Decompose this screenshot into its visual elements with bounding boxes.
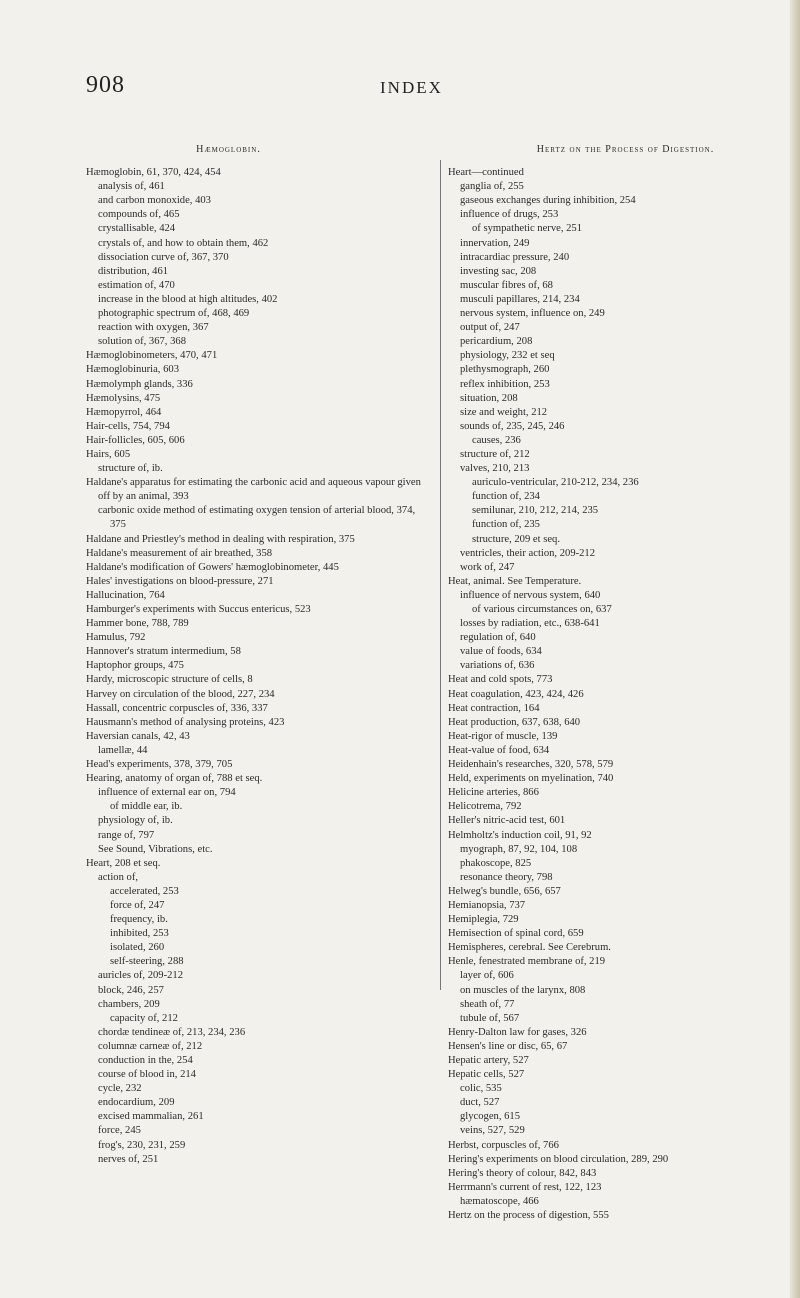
index-entry: chordæ tendineæ of, 213, 234, 236 xyxy=(98,1026,246,1038)
index-entry: size and weight, 212 xyxy=(460,406,548,418)
index-entry: Hemianopsia, 737 xyxy=(448,899,526,911)
index-entry: Haldane's apparatus for estimating the carbonic acid and aqueous vapour given off by an animal, 393 xyxy=(86,477,421,503)
index-entry: variations of, 636 xyxy=(460,660,535,672)
index-entry: dissociation curve of, 367, 370 xyxy=(98,251,229,263)
page-header: INDEX xyxy=(380,78,443,97)
index-entry: sounds of, 235, 245, 246 xyxy=(460,420,565,432)
index-entry: Herrmann's current of rest, 122, 123 xyxy=(448,1181,602,1193)
index-entry: Hamburger's experiments with Succus entericus, 523 xyxy=(86,604,311,615)
index-entry: Hemisection of spinal cord, 659 xyxy=(448,928,584,940)
index-entry: layer of, 606 xyxy=(460,970,514,982)
index-entry: Hensen's line or disc, 65, 67 xyxy=(448,1040,568,1052)
right-entries xyxy=(448,166,793,1223)
index-entry: solution of, 367, 368 xyxy=(98,336,186,348)
index-entry: Helweg's bundle, 656, 657 xyxy=(448,885,561,897)
index-entry: Hemispheres, cerebral. See Cerebrum. xyxy=(448,942,611,954)
index-entry: and carbon monoxide, 403 xyxy=(98,195,211,207)
index-entry: ganglia of, 255 xyxy=(460,181,524,193)
index-entry: intracardiac pressure, 240 xyxy=(460,251,570,263)
index-entry: photographic spectrum of, 468, 469 xyxy=(98,308,250,320)
index-entry: Harvey on circulation of the blood, 227, 234 xyxy=(86,688,275,700)
index-entry: on muscles of the larynx, 808 xyxy=(460,984,586,996)
index-entry: Haldane's measurement of air breathed, 358 xyxy=(86,547,273,559)
index-entry: excised mammalian, 261 xyxy=(98,1111,204,1123)
index-entry: Hair-follicles, 605, 606 xyxy=(86,434,185,446)
index-entry: course of blood in, 214 xyxy=(98,1069,196,1081)
index-entry: frog's, 230, 231, 259 xyxy=(98,1139,186,1151)
index-entry: semilunar, 210, 212, 214, 235 xyxy=(472,505,599,517)
index-entry: Heat and cold spots, 773 xyxy=(448,674,553,686)
index-entry: physiology, 232 et seq xyxy=(460,350,555,362)
index-entry: Hæmolysins, 475 xyxy=(86,392,161,404)
index-entry: Henry-Dalton law for gases, 326 xyxy=(448,1026,587,1038)
index-entry: Heidenhain's researches, 320, 578, 579 xyxy=(448,759,614,771)
index-entry: reaction with oxygen, 367 xyxy=(98,322,209,334)
index-entry: musculi papillares, 214, 234 xyxy=(460,293,580,305)
index-entry: Hæmoglobinometers, 470, 471 xyxy=(86,350,218,362)
index-entry: force of, 247 xyxy=(110,899,165,911)
index-entry: tubule of, 567 xyxy=(460,1012,520,1024)
index-entry: glycogen, 615 xyxy=(460,1111,521,1123)
index-entry: Henle, fenestrated membrane of, 219 xyxy=(448,956,606,968)
index-entry: resonance theory, 798 xyxy=(460,871,553,883)
index-entry: Haversian canals, 42, 43 xyxy=(86,730,190,742)
index-entry: influence of external ear on, 794 xyxy=(98,787,236,799)
index-entry: Heat production, 637, 638, 640 xyxy=(448,716,581,728)
index-entry: self-steering, 288 xyxy=(110,956,184,968)
index-entry: Heat contraction, 164 xyxy=(448,702,540,714)
index-entry: Heart, 208 et seq. xyxy=(86,857,161,869)
index-entry: isolated, 260 xyxy=(110,942,165,954)
index-entry: Hausmann's method of analysing proteins, 423 xyxy=(86,716,285,728)
index-entry: frequency, ib. xyxy=(110,914,168,926)
index-entry: carbonic oxide method of estimating oxygen tension of arterial blood, 374, 375 xyxy=(98,505,416,531)
index-entry: range of, 797 xyxy=(98,829,155,841)
index-entry: columnæ carneæ of, 212 xyxy=(98,1040,203,1052)
index-entry: of sympathetic nerve, 251 xyxy=(472,223,583,235)
index-entry: sheath of, 77 xyxy=(460,998,515,1010)
index-entry: cycle, 232 xyxy=(98,1083,142,1095)
index-entry: chambers, 209 xyxy=(98,998,160,1010)
index-entry: regulation of, 640 xyxy=(460,632,536,644)
index-entry: Hearing, anatomy of organ of, 788 et seq. xyxy=(86,773,263,785)
index-entry: Hering's theory of colour, 842, 843 xyxy=(448,1167,597,1179)
index-entry: colic, 535 xyxy=(460,1083,502,1095)
index-entry: Held, experiments on myelination, 740 xyxy=(448,773,614,785)
index-entry: Heart—continued xyxy=(448,167,524,179)
index-entry: Helicotrema, 792 xyxy=(448,801,522,813)
index-entry: capacity of, 212 xyxy=(110,1012,178,1024)
index-entry: crystallisable, 424 xyxy=(98,223,176,235)
index-entry: Hæmolymph glands, 336 xyxy=(86,378,193,390)
index-entry: Hales' investigations on blood-pressure, 271 xyxy=(86,575,274,587)
index-entry: Heller's nitric-acid test, 601 xyxy=(448,815,566,827)
index-entry: losses by radiation, etc., 638-641 xyxy=(460,618,600,630)
index-entry: reflex inhibition, 253 xyxy=(460,378,550,390)
index-entry: muscular fibres of, 68 xyxy=(460,279,553,291)
index-entry: of various circumstances on, 637 xyxy=(472,604,612,615)
index-entry: plethysmograph, 260 xyxy=(460,364,550,376)
index-entry: physiology of, ib. xyxy=(98,815,173,827)
index-entry: inhibited, 253 xyxy=(110,928,169,940)
index-entry: auriculo-ventricular, 210-212, 234, 236 xyxy=(472,477,639,489)
index-entry: Hepatic artery, 527 xyxy=(448,1055,529,1066)
index-entry: structure, 209 et seq. xyxy=(472,533,560,545)
index-entry: Hering's experiments on blood circulation, 289, 290 xyxy=(448,1153,669,1165)
index-entry: situation, 208 xyxy=(460,392,518,404)
page-number: 908 xyxy=(86,72,125,98)
index-entry: output of, 247 xyxy=(460,322,520,334)
index-entry: function of, 234 xyxy=(472,491,540,503)
index-entry: See Sound, Vibrations, etc. xyxy=(98,843,213,855)
left-entries xyxy=(86,166,431,1167)
index-entry: influence of nervous system, 640 xyxy=(460,589,601,601)
index-entry: Hæmopyrrol, 464 xyxy=(86,406,162,418)
index-entry: ventricles, their action, 209-212 xyxy=(460,547,596,559)
index-entry: distribution, 461 xyxy=(98,265,169,277)
index-entry: influence of drugs, 253 xyxy=(460,209,559,221)
index-entry: Head's experiments, 378, 379, 705 xyxy=(86,759,233,771)
index-entry: lamellæ, 44 xyxy=(98,744,148,756)
index-entry: nerves of, 251 xyxy=(98,1153,159,1165)
index-entry: Heat coagulation, 423, 424, 426 xyxy=(448,688,584,700)
index-entry: pericardium, 208 xyxy=(460,336,533,348)
left-running-head: Hæmoglobin. xyxy=(196,144,261,155)
index-entry: structure of, ib. xyxy=(98,463,163,475)
index-entry: Hemiplegia, 729 xyxy=(448,914,519,926)
index-entry: gaseous exchanges during inhibition, 254 xyxy=(460,195,636,207)
index-entry: of middle ear, ib. xyxy=(110,801,183,813)
index-entry: causes, 236 xyxy=(472,434,521,446)
index-entry: Hassall, concentric corpuscles of, 336, 337 xyxy=(86,702,268,714)
index-entry: increase in the blood at high altitudes, 402 xyxy=(98,293,278,305)
index-entry: phakoscope, 825 xyxy=(460,857,532,869)
index-entry: hæmatoscope, 466 xyxy=(460,1195,539,1207)
index-entry: Hammer bone, 788, 789 xyxy=(86,618,189,630)
index-entry: force, 245 xyxy=(98,1125,141,1137)
index-entry: Hertz on the process of digestion, 555 xyxy=(448,1210,609,1222)
index-entry: Hardy, microscopic structure of cells, 8 xyxy=(86,674,253,686)
index-entry: block, 246, 257 xyxy=(98,984,164,996)
index-entry: Herbst, corpuscles of, 766 xyxy=(448,1139,559,1151)
right-index-column xyxy=(448,143,793,1223)
left-index-column xyxy=(86,143,431,1167)
index-entry: nervous system, influence on, 249 xyxy=(460,308,605,320)
index-entry: Haptophor groups, 475 xyxy=(86,660,184,672)
index-entry: Helmholtz's induction coil, 91, 92 xyxy=(448,829,592,841)
index-entry: Hamulus, 792 xyxy=(86,632,146,644)
index-entry: endocardium, 209 xyxy=(98,1097,175,1109)
index-entry: compounds of, 465 xyxy=(98,209,180,221)
index-entry: Hallucination, 764 xyxy=(86,589,165,601)
index-entry: Haldane's modification of Gowers' hæmoglobinometer, 445 xyxy=(86,561,339,573)
column-divider xyxy=(440,160,441,990)
index-entry: value of foods, 634 xyxy=(460,646,542,658)
index-entry: accelerated, 253 xyxy=(110,885,179,897)
index-entry: valves, 210, 213 xyxy=(460,463,530,475)
index-entry: Hannover's stratum intermedium, 58 xyxy=(86,646,241,658)
index-entry: Heat-rigor of muscle, 139 xyxy=(448,730,558,742)
index-entry: Hæmoglobinuria, 603 xyxy=(86,364,179,376)
index-entry: duct, 527 xyxy=(460,1097,500,1109)
index-entry: Hepatic cells, 527 xyxy=(448,1069,525,1081)
index-entry: analysis of, 461 xyxy=(98,181,165,193)
index-entry: action of, xyxy=(98,871,139,883)
index-entry: work of, 247 xyxy=(460,561,515,573)
index-entry: Haldane and Priestley's method in dealing with respiration, 375 xyxy=(86,533,355,545)
index-entry: Hair-cells, 754, 794 xyxy=(86,420,170,432)
index-entry: Heat-value of food, 634 xyxy=(448,744,550,756)
index-entry: innervation, 249 xyxy=(460,237,530,249)
index-entry: veins, 527, 529 xyxy=(460,1125,525,1137)
index-entry: investing sac, 208 xyxy=(460,265,537,277)
right-running-head: Hertz on the Process of Digestion. xyxy=(536,144,715,155)
index-entry: auricles of, 209-212 xyxy=(98,970,184,982)
index-entry: Hæmoglobin, 61, 370, 424, 454 xyxy=(86,167,221,179)
index-entry: Helicine arteries, 866 xyxy=(448,787,539,799)
index-entry: structure of, 212 xyxy=(460,448,530,460)
index-entry: conduction in the, 254 xyxy=(98,1055,193,1066)
index-entry: Hairs, 605 xyxy=(86,448,131,460)
index-entry: crystals of, and how to obtain them, 462 xyxy=(98,237,269,249)
index-entry: function of, 235 xyxy=(472,519,540,531)
page-edge xyxy=(790,0,800,1298)
index-entry: myograph, 87, 92, 104, 108 xyxy=(460,843,578,855)
index-entry: Heat, animal. See Temperature. xyxy=(448,575,582,587)
index-entry: estimation of, 470 xyxy=(98,279,175,291)
